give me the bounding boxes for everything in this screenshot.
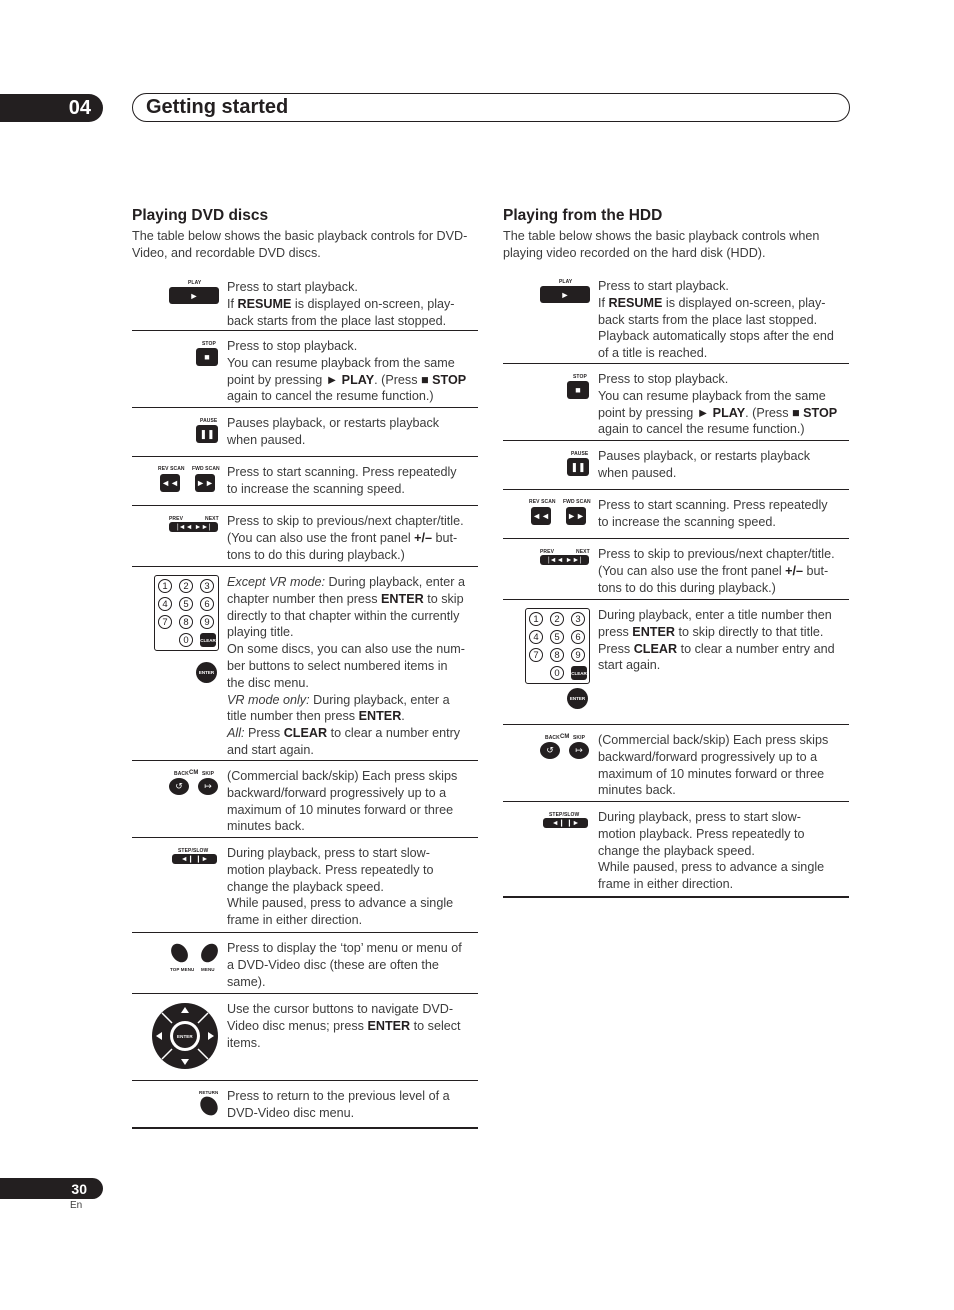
clear-key: CLEAR (200, 633, 216, 647)
top-menu-label: TOP MENU (170, 967, 195, 972)
back-label: BACK (174, 771, 189, 777)
table-row (132, 408, 478, 457)
skip-label: SKIP (202, 771, 215, 777)
enter-icon: ENTER (196, 662, 217, 683)
skip-desc-2: (You can also use the front panel +/– but- (598, 563, 829, 578)
prev-label: PREV (540, 549, 555, 555)
stop-label: STOP (573, 374, 587, 380)
hdd-section (503, 207, 849, 898)
number-key: 5 (179, 597, 193, 611)
numbers-desc-1: Except VR mode: During playback, enter a (227, 575, 466, 589)
slow-desc-4: While paused, press to advance a single (598, 860, 825, 875)
return-desc-2: DVD-Video disc menu. (227, 1105, 355, 1120)
number-key: 4 (529, 630, 543, 644)
number-key: 2 (550, 612, 564, 626)
section-intro: The table below shows the basic playback controls for DVD-Video, and recordable DVD discs. (132, 229, 468, 260)
number-key: 1 (158, 579, 172, 593)
numbers-desc-4: start again. (598, 658, 661, 673)
stop-label: STOP (202, 341, 216, 347)
menu-desc-1: Press to display the ‘top’ menu or menu of (227, 941, 462, 955)
number-key: 0 (179, 633, 193, 647)
play-desc-5: of a title is reached. (598, 346, 708, 361)
enter-icon: ENTER (567, 688, 588, 709)
table-row (503, 364, 849, 441)
section-title: Playing from the HDD (503, 207, 663, 224)
prev-label: PREV (169, 516, 184, 522)
table-row (132, 331, 478, 408)
table-row (132, 933, 478, 994)
table-row (503, 490, 849, 539)
step-slow-graphic (503, 802, 598, 896)
pause-icon: ❚❚ (567, 458, 589, 476)
cm-desc-2: backward/forward progressively up to a (598, 749, 818, 764)
table-row (132, 567, 478, 761)
cm-buttons-graphic (503, 725, 598, 801)
number-key: 7 (529, 648, 543, 662)
scan-desc-2: to increase the scanning speed. (227, 481, 405, 496)
step-slow-label: STEP/SLOW (178, 848, 209, 854)
number-key: 4 (158, 597, 172, 611)
stop-desc-3: point by pressing ► PLAY. (Press ■ STOP (598, 405, 838, 420)
play-desc-1: Press to start playback. (227, 280, 358, 294)
numbers-desc-6: ber buttons to select numbered items in (227, 658, 448, 673)
skip-desc-3: tons to do this during playback.) (598, 580, 776, 595)
stop-icon: ■ (196, 348, 218, 366)
fast-forward-icon: ►► (195, 474, 215, 492)
numbers-desc-7: the disc menu. (227, 675, 309, 690)
prev-next-icon: |◄◄ ►►| (169, 522, 218, 532)
numpad (154, 575, 219, 651)
skip-desc-1: Press to skip to previous/next chapter/title. (598, 547, 835, 561)
step-slow-icon: ◄❙ ❙► (172, 854, 217, 864)
rev-scan-label: REV SCAN (158, 466, 185, 472)
number-key: 3 (200, 579, 214, 593)
number-key: 9 (571, 648, 585, 662)
stop-desc-4: again to cancel the resume function.) (227, 389, 434, 404)
number-key: 8 (550, 648, 564, 662)
pause-label: PAUSE (200, 418, 218, 424)
stop-icon: ■ (567, 381, 589, 399)
numbers-desc-11: and start again. (227, 742, 314, 757)
slow-desc-3: change the playback speed. (598, 843, 755, 858)
cm-buttons-graphic (132, 761, 227, 837)
numbers-desc-3: Press CLEAR to clear a number entry and (598, 641, 835, 656)
menu-buttons-graphic (132, 933, 227, 993)
number-key: 5 (550, 630, 564, 644)
top-menu-icon (168, 941, 192, 966)
fast-forward-icon: ►► (566, 507, 586, 525)
numbers-desc-4: playing title. (227, 625, 294, 640)
table-row (503, 600, 849, 725)
cm-label: CM (189, 770, 199, 776)
numbers-desc-3: directly to that chapter within the currently (227, 608, 460, 623)
table-row (132, 457, 478, 506)
number-key: 6 (571, 630, 585, 644)
number-key: 7 (158, 615, 172, 629)
step-slow-icon: ◄❙ ❙► (543, 818, 588, 828)
cm-back-icon: ↺ (169, 778, 189, 795)
number-key: 1 (529, 612, 543, 626)
stop-desc-2: You can resume playback from the same (598, 388, 826, 403)
scan-buttons-graphic (503, 490, 598, 538)
cursor-buttons-graphic (132, 994, 227, 1080)
table-row (132, 1081, 478, 1129)
numpad (525, 608, 590, 684)
chapter-number: 04 (68, 96, 91, 119)
number-buttons-graphic (503, 600, 598, 724)
cm-desc-3: maximum of 10 minutes forward or three (227, 802, 454, 817)
table-row (132, 506, 478, 567)
page-number: 30 (71, 1180, 87, 1197)
play-desc-2: If RESUME is displayed on-screen, play- (598, 295, 826, 310)
number-buttons-graphic (132, 567, 227, 760)
scan-desc-1: Press to start scanning. Press repeatedly (598, 498, 828, 512)
pause-label: PAUSE (571, 451, 589, 457)
step-slow-graphic (132, 838, 227, 932)
stop-desc-2: You can resume playback from the same (227, 355, 455, 370)
rev-scan-label: REV SCAN (529, 499, 556, 505)
stop-button-graphic (503, 364, 598, 440)
play-desc-4: Playback automatically stops after the end (598, 329, 834, 344)
play-label: PLAY (559, 279, 573, 285)
fwd-scan-label: FWD SCAN (192, 466, 220, 472)
chapter-title: Getting started (132, 93, 850, 122)
pause-desc-2: when paused. (227, 432, 306, 447)
skip-buttons-graphic (132, 506, 227, 566)
stop-desc-4: again to cancel the resume function.) (598, 422, 805, 437)
stop-desc-1: Press to stop playback. (598, 372, 729, 386)
dvd-section (132, 207, 478, 1129)
table-row (503, 441, 849, 490)
table-row (132, 838, 478, 933)
section-intro: The table below shows the basic playback controls when playing video recorded on the hard disk (HDD). (503, 229, 820, 260)
stop-button-graphic (132, 331, 227, 407)
cm-desc-1: (Commercial back/skip) Each press skips (598, 733, 829, 747)
back-label: BACK (545, 735, 560, 741)
skip-desc-3: tons to do this during playback.) (227, 547, 405, 562)
numbers-desc-9: title number then press ENTER. (227, 709, 405, 724)
play-desc-1: Press to start playback. (598, 279, 729, 293)
cm-desc-2: backward/forward progressively up to a (227, 785, 447, 800)
table-row (503, 539, 849, 600)
step-slow-label: STEP/SLOW (549, 812, 580, 818)
control-table (132, 271, 478, 1129)
pause-icon: ❚❚ (196, 425, 218, 443)
rewind-icon: ◄◄ (160, 474, 180, 492)
play-icon: ► (169, 287, 219, 304)
slow-desc-2: motion playback. Press repeatedly to (227, 862, 434, 877)
chapter-number-tab (0, 94, 103, 122)
play-desc-3: back starts from the place last stopped. (598, 312, 818, 327)
play-icon: ► (540, 286, 590, 303)
slow-desc-5: frame in either direction. (227, 913, 363, 928)
table-row (132, 761, 478, 838)
pause-desc-2: when paused. (598, 465, 677, 480)
scan-buttons-graphic (132, 457, 227, 505)
number-key: 0 (550, 666, 564, 680)
numbers-desc-10: All: Press CLEAR to clear a number entry (227, 726, 461, 741)
numbers-desc-5: On some discs, you can also use the num- (227, 642, 465, 657)
cm-desc-4: minutes back. (598, 783, 676, 798)
menu-desc-2: a DVD-Video disc (these are often the (227, 957, 439, 972)
cm-desc-1: (Commercial back/skip) Each press skips (227, 769, 458, 783)
cm-desc-4: minutes back. (227, 819, 305, 834)
skip-buttons-graphic (503, 539, 598, 599)
page-number-tab (0, 1178, 103, 1199)
number-key: 6 (200, 597, 214, 611)
skip-desc-2: (You can also use the front panel +/– but- (227, 530, 458, 545)
control-table (503, 271, 849, 898)
number-key: 3 (571, 612, 585, 626)
pause-button-graphic (503, 441, 598, 489)
scan-desc-1: Press to start scanning. Press repeatedly (227, 465, 457, 479)
pause-desc-1: Pauses playback, or restarts playback (227, 416, 440, 430)
slow-desc-1: During playback, press to start slow- (227, 846, 430, 860)
number-key: 9 (200, 615, 214, 629)
return-desc-1: Press to return to the previous level of a (227, 1089, 450, 1103)
play-label: PLAY (188, 280, 202, 286)
section-title: Playing DVD discs (132, 207, 269, 224)
numbers-desc-8: VR mode only: During playback, enter a (227, 692, 450, 707)
play-desc-2: If RESUME is displayed on-screen, play- (227, 296, 455, 311)
clear-key: CLEAR (571, 666, 587, 680)
numbers-desc-1: During playback, enter a title number then (598, 608, 832, 622)
language-code: En (70, 1200, 83, 1211)
cm-skip-icon: ↦ (569, 742, 589, 759)
table-row (132, 272, 478, 331)
cursor-desc-1: Use the cursor buttons to navigate DVD- (227, 1002, 454, 1016)
cursor-desc-2: Video disc menus; press ENTER to select (227, 1018, 461, 1033)
rewind-icon: ◄◄ (531, 507, 551, 525)
skip-desc-1: Press to skip to previous/next chapter/title. (227, 514, 464, 528)
next-label: NEXT (576, 549, 590, 555)
cm-skip-icon: ↦ (198, 778, 218, 795)
pause-desc-1: Pauses playback, or restarts playback (598, 449, 811, 463)
return-label: RETURN (199, 1090, 219, 1095)
return-icon (197, 1093, 222, 1119)
table-row (503, 271, 849, 364)
menu-icon (198, 941, 222, 966)
pause-button-graphic (132, 408, 227, 456)
stop-desc-1: Press to stop playback. (227, 339, 358, 353)
slow-desc-5: frame in either direction. (598, 877, 734, 892)
menu-desc-3: same). (227, 974, 266, 989)
number-key: 2 (179, 579, 193, 593)
prev-next-icon: |◄◄ ►►| (540, 555, 589, 565)
cm-label: CM (560, 734, 570, 740)
play-button-graphic (132, 272, 227, 330)
numbers-desc-2: chapter number then press ENTER to skip (227, 591, 464, 606)
stop-desc-3: point by pressing ► PLAY. (Press ■ STOP (227, 372, 467, 387)
cm-back-icon: ↺ (540, 742, 560, 759)
menu-label: MENU (201, 967, 215, 972)
cursor-desc-3: items. (227, 1035, 261, 1050)
fwd-scan-label: FWD SCAN (563, 499, 591, 505)
number-key: 8 (179, 615, 193, 629)
table-row (132, 994, 478, 1081)
play-button-graphic (503, 271, 598, 363)
slow-desc-3: change the playback speed. (227, 879, 384, 894)
enter-label: ENTER (177, 1034, 193, 1039)
return-button-graphic (132, 1081, 227, 1127)
numbers-desc-2: press ENTER to skip directly to that title. (598, 624, 824, 639)
table-row (503, 725, 849, 802)
table-row (503, 802, 849, 898)
slow-desc-1: During playback, press to start slow- (598, 810, 801, 824)
scan-desc-2: to increase the scanning speed. (598, 514, 776, 529)
next-label: NEXT (205, 516, 219, 522)
slow-desc-4: While paused, press to advance a single (227, 896, 454, 911)
skip-label: SKIP (573, 735, 586, 741)
cm-desc-3: maximum of 10 minutes forward or three (598, 766, 825, 781)
play-desc-3: back starts from the place last stopped. (227, 313, 447, 328)
slow-desc-2: motion playback. Press repeatedly to (598, 826, 805, 841)
